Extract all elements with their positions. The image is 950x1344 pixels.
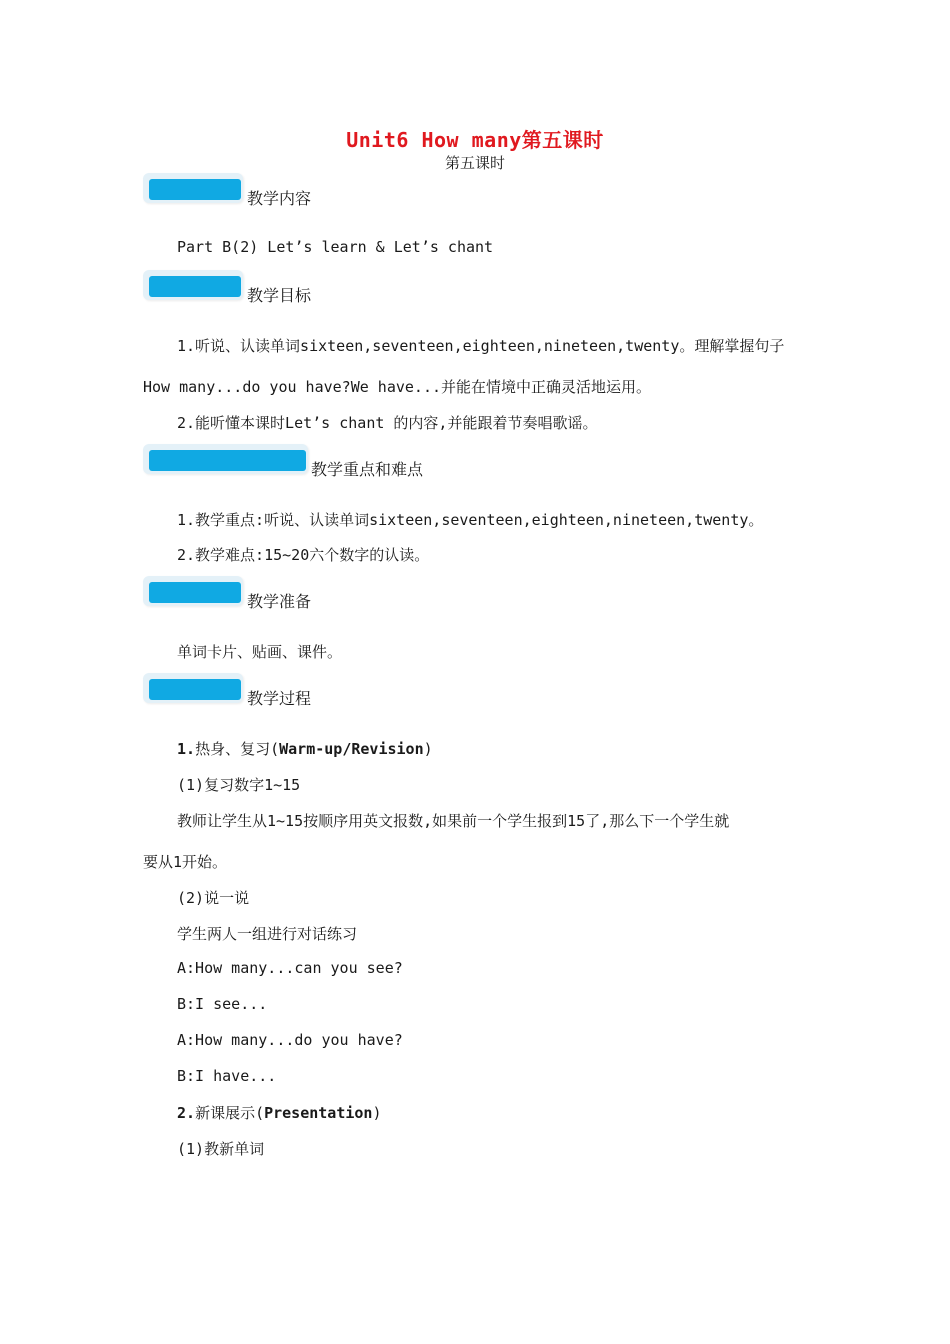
step-close: ) [372,1104,382,1122]
process-sub-2: (2)说一说 [177,889,250,907]
step-number: 2. [177,1104,196,1122]
dialog-line: B:I have... [177,1067,277,1085]
section-badge [143,270,243,300]
pair-practice-intro: 学生两人一组进行对话练习 [177,925,358,943]
section-badge [143,173,243,203]
dialog-line: B:I see... [177,995,268,1013]
section-title: 教学内容 [247,189,312,208]
process-paragraph-line-1: 教师让学生从1~15按顺序用英文报数,如果前一个学生报到15了,那么下一个学生就 [177,812,730,830]
process-step-2 [177,1102,382,1123]
key-point-item-2: 2.教学难点:15~20六个数字的认读。 [177,546,430,564]
step-number: 1. [177,740,196,758]
document-subtitle: 第五课时 [444,154,505,172]
objective-item-2: 2.能听懂本课时Let’s chant 的内容,并能跟着节奏唱歌谣。 [177,414,598,432]
process-sub-3: (1)教新单词 [177,1140,265,1158]
preparation-text: 单词卡片、贴画、课件。 [177,643,343,661]
objective-item-1-line-2: How many...do you have?We have...并能在情境中正确灵活地运用。 [143,378,652,396]
process-paragraph-line-2: 要从1开始。 [143,853,228,871]
section-title: 教学目标 [247,286,312,305]
section-title: 教学准备 [247,592,312,611]
step-english: Warm-up/Revision [279,740,424,758]
section-title: 教学重点和难点 [311,460,424,479]
step-text: 热身、复习( [195,740,280,758]
step-close: ) [423,740,433,758]
key-point-item-1: 1.教学重点:听说、认读单词sixteen,seventeen,eighteen,nineteen,twenty。 [177,511,764,529]
document-title: Unit6 How many第五课时 [346,128,604,152]
step-text: 新课展示( [195,1104,265,1122]
content-text: Part B(2) Let’s learn & Let’s chant [177,238,494,256]
step-english: Presentation [264,1104,373,1122]
objective-item-1-line-1: 1.听说、认读单词sixteen,seventeen,eighteen,nineteen,twenty。理解掌握句子 [177,337,785,355]
process-step-1 [177,738,433,759]
section-badge [143,673,243,703]
dialog-line: A:How many...do you have? [177,1031,403,1049]
section-title: 教学过程 [247,689,312,708]
process-sub-1: (1)复习数字1~15 [177,776,301,794]
section-badge [143,444,308,474]
dialog-line: A:How many...can you see? [177,959,403,977]
section-badge [143,576,243,606]
